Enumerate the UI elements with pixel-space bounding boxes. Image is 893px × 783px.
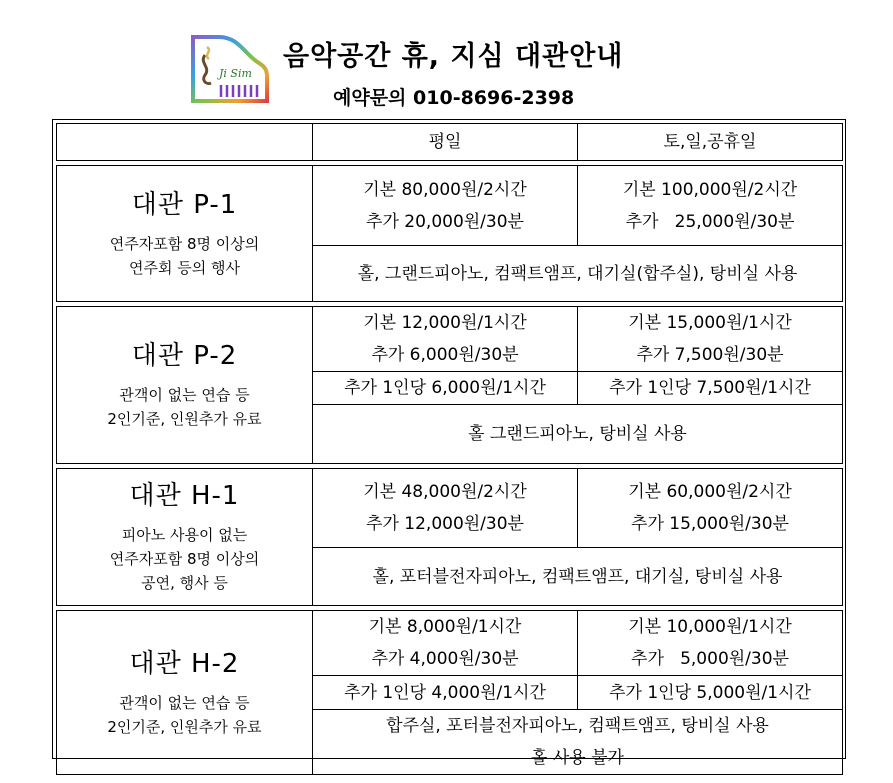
rental-table-container: [56, 123, 842, 768]
svg-text:Ji Sim: Ji Sim: [219, 67, 252, 80]
plan-description: 관객이 없는 연습 등 2인기준, 인원추가 유료: [107, 693, 262, 736]
base-price: 기본 80,000원/2시간: [363, 179, 527, 200]
weekend-price-cell: [578, 166, 843, 246]
weekend-price-cell: [578, 307, 843, 372]
plan-label-cell: [57, 611, 313, 775]
plan-name: 대관 H-2: [129, 648, 240, 679]
page-title: 음악공간 휴, 지심 대관안내: [283, 41, 624, 72]
weekday-price-cell: [313, 307, 578, 372]
weekday-price-cell: [313, 166, 578, 246]
contact-phone: 예약문의 010-8696-2398: [333, 87, 575, 109]
facilities-cell: 합주실, 포터블전자피아노, 컴팩트앰프, 탕비실 사용 홀 사용 불가: [313, 710, 843, 775]
page-header: [0, 0, 893, 118]
weekday-price-cell: [313, 469, 578, 548]
rental-price-table: [56, 123, 843, 775]
plan-label-cell: [57, 166, 313, 302]
weekend-per-person-cell: 추가 1인당 7,500원/1시간: [578, 372, 843, 405]
facilities-cell: 홀 그랜드피아노, 탕비실 사용: [313, 405, 843, 464]
weekend-per-person-cell: 추가 1인당 5,000원/1시간: [578, 676, 843, 710]
extra-price: 추가 12,000원/30분: [366, 514, 524, 534]
table-row: [57, 166, 843, 246]
facilities-cell: 홀, 포터블전자피아노, 컴팩트앰프, 대기실, 탕비실 사용: [313, 548, 843, 606]
weekend-price-cell: [578, 611, 843, 676]
extra-price: 추가 5,000원/30분: [631, 649, 789, 669]
table-row: [57, 469, 843, 548]
weekday-per-person-cell: 추가 1인당 6,000원/1시간: [313, 372, 578, 405]
plan-description: 관객이 없는 연습 등 2인기준, 인원추가 유료: [107, 386, 262, 428]
header-empty-cell: [57, 124, 313, 161]
base-price: 기본 48,000원/2시간: [363, 482, 527, 502]
extra-price: 추가 7,500원/30분: [636, 345, 784, 365]
facilities-cell: 홀, 그랜드피아노, 컴팩트앰프, 대기실(합주실), 탕비실 사용: [313, 246, 843, 302]
extra-price: 추가 15,000원/30분: [631, 514, 789, 534]
base-price: 기본 12,000원/1시간: [363, 313, 527, 333]
extra-price: 추가 6,000원/30분: [371, 345, 519, 365]
plan-label-cell: [57, 469, 313, 606]
base-price: 기본 8,000원/1시간: [368, 617, 522, 637]
plan-label-cell: [57, 307, 313, 464]
extra-price: 추가 4,000원/30분: [371, 649, 519, 669]
plan-name: 대관 P-2: [131, 341, 238, 371]
base-price: 기본 60,000원/2시간: [628, 482, 792, 502]
plan-name: 대관 P-1: [131, 189, 238, 220]
plan-name: 대관 H-1: [129, 481, 240, 511]
weekday-per-person-cell: 추가 1인당 4,000원/1시간: [313, 676, 578, 710]
header-weekend: 토,일,공휴일: [578, 124, 843, 161]
plan-description: 연주자포함 8명 이상의 연주회 등의 행사: [109, 234, 260, 277]
table-header-row: [57, 124, 843, 161]
weekday-price-cell: [313, 611, 578, 676]
header-weekday: 평일: [313, 124, 578, 161]
table-row: [57, 307, 843, 372]
weekend-price-cell: [578, 469, 843, 548]
extra-price: 추가 20,000원/30분: [366, 211, 524, 232]
piano-logo-icon: [189, 33, 269, 105]
base-price: 기본 100,000원/2시간: [622, 179, 798, 200]
extra-price: 추가 25,000원/30분: [625, 211, 795, 232]
table-row: [57, 611, 843, 676]
base-price: 기본 15,000원/1시간: [628, 313, 792, 333]
plan-description: 피아노 사용이 없는 연주자포함 8명 이상의 공연, 행사 등: [109, 526, 260, 592]
base-price: 기본 10,000원/1시간: [628, 617, 792, 637]
